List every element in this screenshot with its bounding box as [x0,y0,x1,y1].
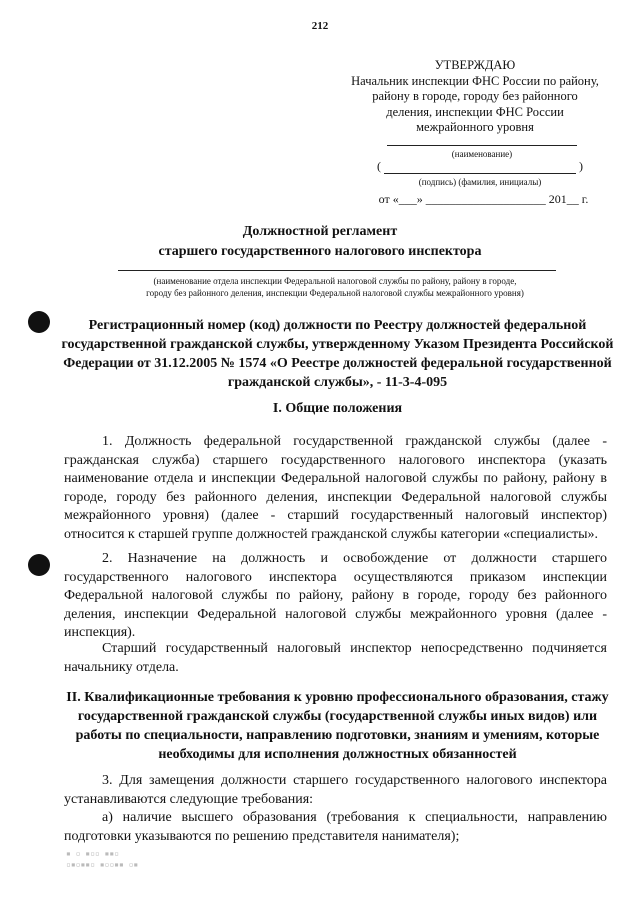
signature-open-paren: ( [377,159,381,173]
title-line: Должностной регламент [242,224,398,239]
document-title [0,222,640,262]
paragraph: Старший государственный налоговый инспектор непосредственно подчиняется начальнику отдела. [64,641,607,675]
approval-line: району в городе, городу без районного [372,89,578,103]
title-line: старшего государственного налогового инспектора [158,244,482,259]
registration-number: Регистрационный номер (код) должности по Реестру должностей федеральной государственной гражданской службы, утвержденному Указом Президента Российской Федерации от 31.12.2005 № 1574 «О Реестре должностей федеральной государственной гражданской службы», - 11-3-4-095 [61,318,614,390]
department-caption: (наименование отдела инспекции Федеральной налоговой службы по району, району в городе, городу без районного деления, инспекции Федеральной налоговой службы межрайонного уровня) [146,276,524,298]
approval-line: Начальник инспекции ФНС России по району, [351,73,599,88]
signature-rule [384,173,576,174]
bullet-mark [28,554,50,576]
section-heading: I. Общие положения [272,401,403,416]
paragraph: 2. Назначение на должность и освобождение от должности старшего государственного налогового инспектора осуществляются приказом инспекции Федеральной налоговой службы по району, району в городе, городу без районного деления, инспекции Федеральной налоговой службы межрайонного уровня (далее - инспекция). [64,551,607,640]
date-line: от «___» ____________________ 201__ г. [378,192,589,206]
approval-line: деления, инспекции ФНС России [386,104,564,119]
approval-heading: УТВЕРЖДАЮ [434,58,516,72]
signature-close-paren: ) [579,159,583,173]
bullet-mark [28,311,50,333]
scan-stamp: ▪ ▫ ▪▫▫ ▪▪▫ ▫▪▫▪▪▫ ▪▫▫▪▪ ▫▪ [66,849,139,869]
name-caption: (наименование) [451,149,513,159]
paragraph: 1. Должность федеральной государственной гражданской службы (далее - гражданская служба) старшего государственного налогового инспектора (указать наименование отдела и инспекции Федеральной налоговой службы по району, району в городе, городу без районного деления, инспекции Федеральной налоговой службы межрайонного уровня) (далее - старший государственный налоговый инспектор) относится к старшей группе должностей гражданской службы категории «специалисты». [64,434,607,542]
approval-block [330,58,620,136]
signature-caption: (подпись) (фамилия, инициалы) [418,177,542,187]
name-rule [387,145,577,146]
section-heading: II. Квалификационные требования к уровню профессионального образования, стажу государственной гражданской службы (государственной службы иных видов) или работы по специальности, направлению подготовки, знаниям и умениям, которые необходимы для исполнения должностных обязанностей [66,690,609,762]
department-rule [118,270,556,271]
approval-line: межрайонного уровня [416,120,534,134]
page-number: 212 [311,20,329,32]
paragraph: а) наличие высшего образования (требования к специальности, направлению подготовки указываются по решению представителя нанимателя); [64,810,607,844]
paragraph: 3. Для замещения должности старшего государственного налогового инспектора устанавливаются следующие требования: [64,773,607,807]
